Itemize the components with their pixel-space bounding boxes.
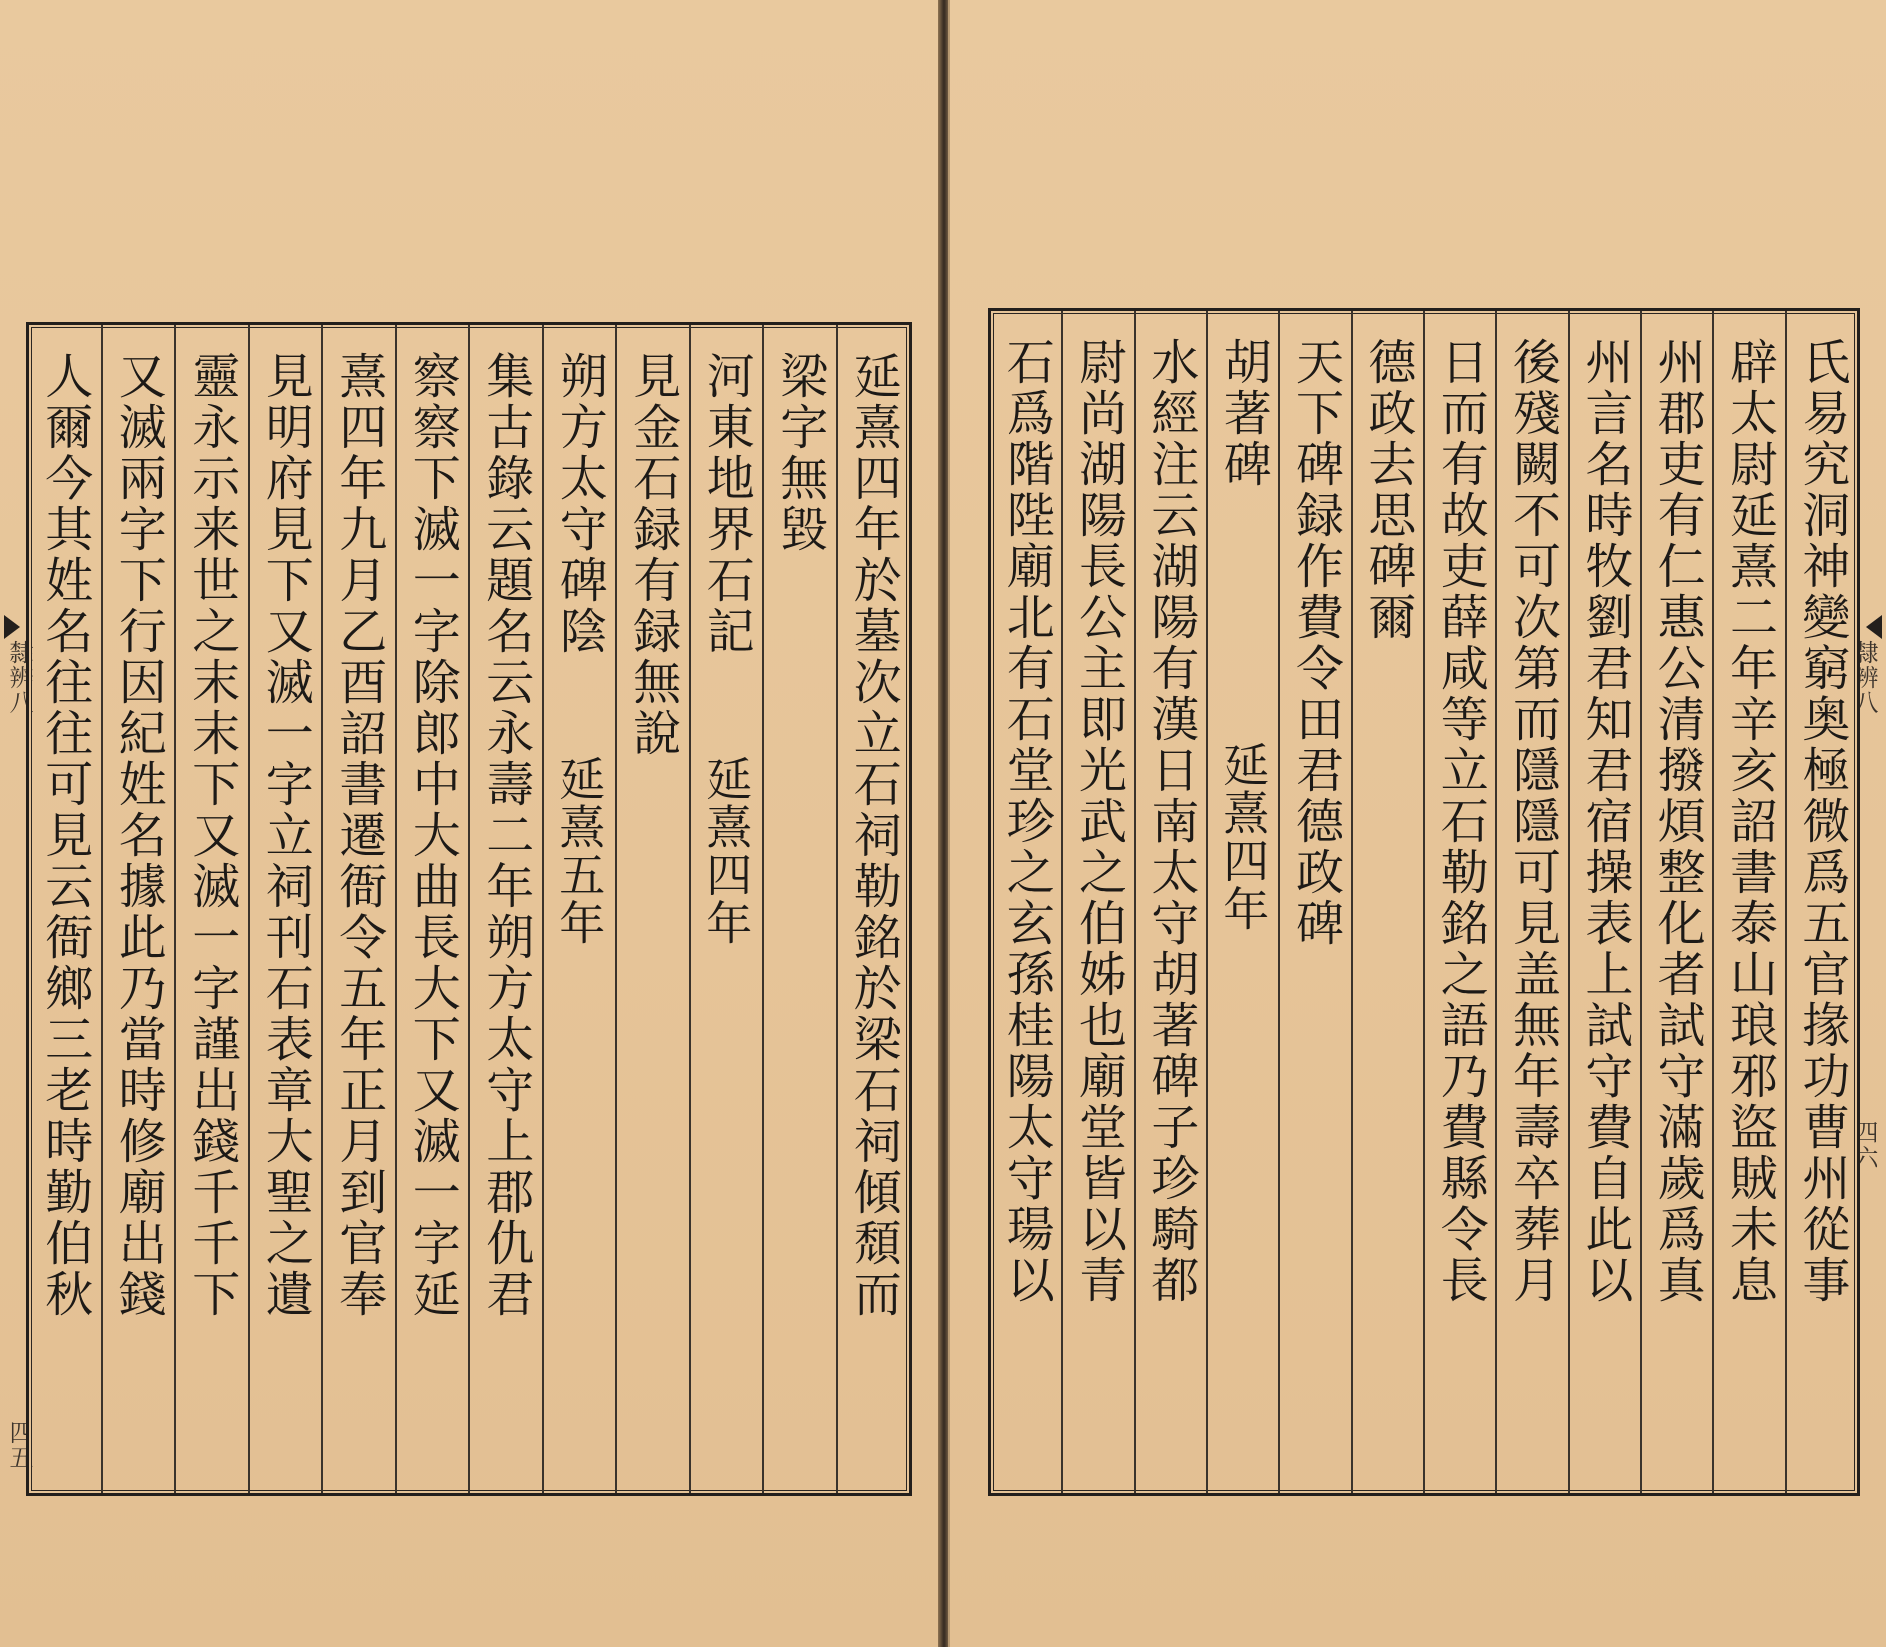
column-text: 靈永示来世之末末下又滅一字謹出錢千千下 [183, 351, 240, 1320]
right-columns [991, 311, 1857, 1493]
column-text: 集古錄云題名云永壽二年朔方太守上郡仇君 [477, 351, 534, 1320]
text-column [101, 325, 175, 1493]
text-column [1785, 311, 1857, 1493]
text-column [762, 325, 836, 1493]
text-column [1134, 311, 1206, 1493]
column-text: 梁字無毀 [771, 351, 828, 555]
text-column [1206, 311, 1278, 1493]
left-columns [29, 325, 909, 1493]
text-column [1640, 311, 1712, 1493]
text-column [542, 325, 616, 1493]
column-date: 延熹四年 [699, 755, 754, 947]
column-text: 尉尚湖陽長公主即光武之伯姊也廟堂皆以青 [1070, 337, 1127, 1306]
column-text: 胡著碑 [1215, 337, 1272, 490]
column-text: 河東地界石記 [698, 351, 755, 657]
text-column [468, 325, 542, 1493]
column-date: 延熹五年 [552, 755, 607, 947]
column-text: 朔方太守碑陰 [551, 351, 608, 657]
left-page [0, 0, 942, 1647]
column-text: 州郡吏有仁惠公清撥煩整化者試守滿歲爲真 [1649, 337, 1706, 1306]
column-text: 日而有故吏薛咸等立石勒銘之語乃費縣令長 [1432, 337, 1489, 1306]
column-text: 辟太尉延熹二年辛亥詔書泰山琅邪盜賊未息 [1721, 337, 1778, 1306]
text-column [29, 325, 101, 1493]
text-column [395, 325, 469, 1493]
column-text: 德政去思碑爾 [1359, 337, 1416, 643]
right-margin-title: 隸辨八 [1850, 640, 1878, 715]
text-column [1568, 311, 1640, 1493]
text-column [836, 325, 910, 1493]
column-text: 見金石録有録無說 [624, 351, 681, 759]
text-column [689, 325, 763, 1493]
text-column [321, 325, 395, 1493]
right-text-frame [988, 308, 1860, 1496]
right-page [948, 0, 1886, 1647]
text-column [1351, 311, 1423, 1493]
fish-tail-mark [1866, 615, 1882, 639]
text-column [615, 325, 689, 1493]
column-text: 州言名時牧劉君知君宿操表上試守費自此以 [1576, 337, 1633, 1306]
column-text: 天下碑録作費令田君德政碑 [1287, 337, 1344, 949]
text-column [1495, 311, 1567, 1493]
column-text: 又滅兩字下行因紀姓名據此乃當時修廟出錢 [110, 351, 167, 1320]
column-text: 延熹四年於墓次立石祠勒銘於梁石祠傾頹而 [845, 351, 902, 1320]
fish-tail-mark [4, 615, 20, 639]
right-leaf-number: 四六 [1850, 1120, 1878, 1170]
left-leaf-number: 四五 [5, 1420, 33, 1470]
text-column [1061, 311, 1133, 1493]
text-column [1712, 311, 1784, 1493]
column-text: 水經注云湖陽有漢日南太守胡著碑子珍騎都 [1142, 337, 1199, 1306]
left-margin-title: 隸辨八 [5, 640, 33, 715]
text-column [1423, 311, 1495, 1493]
text-column [248, 325, 322, 1493]
text-column [1278, 311, 1350, 1493]
column-date: 延熹四年 [1216, 741, 1271, 933]
text-column [174, 325, 248, 1493]
column-text: 人爾今其姓名往往可見云衙鄉三老時勤伯秋 [36, 351, 93, 1320]
column-text: 察察下滅一字除郎中大曲長大下又滅一字延 [404, 351, 461, 1320]
left-text-frame [26, 322, 912, 1496]
text-column [991, 311, 1061, 1493]
column-text: 見明府見下又滅一字立祠刊石表章大聖之遺 [257, 351, 314, 1320]
column-text: 氏易究洞神變窮奥極微爲五官掾功曹州從事 [1793, 337, 1850, 1306]
column-text: 石爲階陛廟北有石堂珍之玄孫桂陽太守瑒以 [998, 337, 1055, 1306]
column-text: 熹四年九月乙酉詔書遷衙令五年正月到官奉 [330, 351, 387, 1320]
column-text: 後殘闕不可次第而隱隱可見盖無年壽卒葬月 [1504, 337, 1561, 1306]
